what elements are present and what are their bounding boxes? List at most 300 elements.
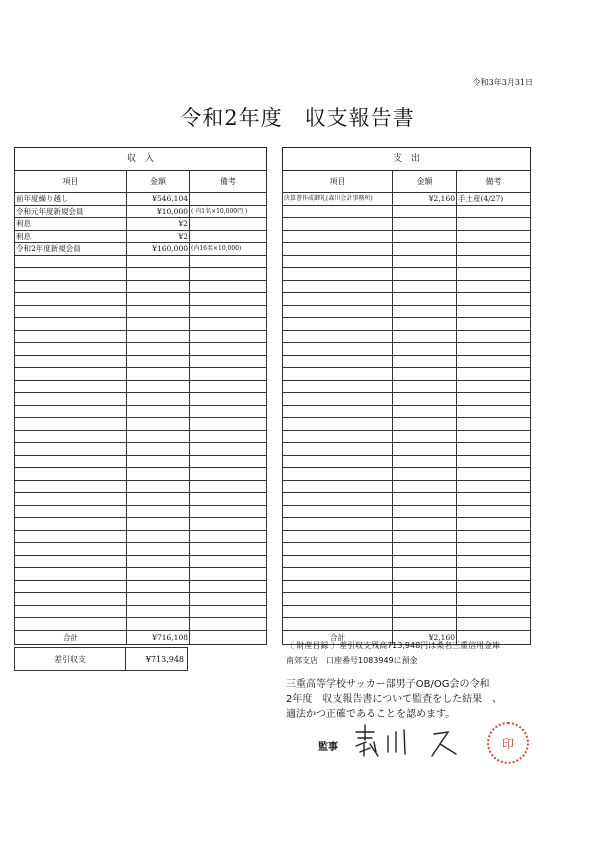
cell-remarks xyxy=(190,580,267,593)
table-row xyxy=(283,405,531,418)
cell-amount xyxy=(393,230,457,243)
cell-remarks xyxy=(190,568,267,581)
cell-item xyxy=(15,380,127,393)
cell-item xyxy=(283,493,393,506)
cell-item xyxy=(283,468,393,481)
table-row xyxy=(15,505,267,518)
cell-item xyxy=(283,568,393,581)
cell-remarks xyxy=(457,255,531,268)
cell-item xyxy=(283,405,393,418)
balance-value: ¥713,948 xyxy=(145,654,184,664)
balance-label: 差引収支 xyxy=(15,648,126,670)
section-row xyxy=(15,148,267,171)
cell-amount xyxy=(393,518,457,531)
cell-amount xyxy=(127,618,190,631)
table-row xyxy=(283,455,531,468)
cell-remarks xyxy=(457,380,531,393)
cell-amount xyxy=(393,568,457,581)
cell-item xyxy=(283,280,393,293)
table-row xyxy=(283,243,531,256)
table-row xyxy=(15,518,267,531)
cell-remarks xyxy=(190,555,267,568)
cell-amount xyxy=(127,568,190,581)
cell-item xyxy=(15,368,127,381)
cell-remarks xyxy=(190,405,267,418)
cell-amount xyxy=(127,330,190,343)
cell-remarks xyxy=(457,555,531,568)
cell-remarks xyxy=(457,268,531,281)
table-row xyxy=(15,218,267,231)
cell-amount xyxy=(127,393,190,406)
cell-amount: ¥2 xyxy=(127,230,190,243)
table-row xyxy=(15,355,267,368)
cell-amount xyxy=(393,305,457,318)
cell-amount xyxy=(393,455,457,468)
table-row xyxy=(283,205,531,218)
cell-remarks xyxy=(457,530,531,543)
cell-remarks xyxy=(457,280,531,293)
table-row xyxy=(283,618,531,631)
table-row xyxy=(283,505,531,518)
cell-item: 令和元年度新規会員 xyxy=(15,205,127,218)
cell-amount xyxy=(127,505,190,518)
cell-remarks xyxy=(457,330,531,343)
cell-amount xyxy=(127,455,190,468)
expense-table xyxy=(282,147,531,645)
cell-item xyxy=(283,368,393,381)
table-row xyxy=(283,230,531,243)
cell-remarks xyxy=(457,218,531,231)
cell-item xyxy=(283,593,393,606)
cell-item xyxy=(15,443,127,456)
cell-remarks xyxy=(457,430,531,443)
cell-item xyxy=(15,268,127,281)
table-row xyxy=(15,305,267,318)
cell-amount: ¥160,000 xyxy=(127,243,190,256)
table-row xyxy=(283,193,531,206)
table-row xyxy=(283,430,531,443)
table-row xyxy=(15,405,267,418)
cell-amount: ¥2,160 xyxy=(393,193,457,206)
table-row xyxy=(15,368,267,381)
cell-amount xyxy=(393,368,457,381)
cell-amount xyxy=(393,330,457,343)
cell-item xyxy=(15,605,127,618)
total-amount: ¥716,108 xyxy=(127,630,190,644)
table-row xyxy=(283,268,531,281)
table-row xyxy=(15,230,267,243)
table-row xyxy=(283,568,531,581)
header-item: 項目 xyxy=(15,171,127,193)
table-row xyxy=(15,393,267,406)
cell-amount xyxy=(127,543,190,556)
cell-amount xyxy=(393,430,457,443)
total-label: 合計 xyxy=(15,630,127,644)
table-row xyxy=(15,193,267,206)
cell-remarks xyxy=(457,230,531,243)
table-row xyxy=(283,293,531,306)
cell-amount xyxy=(393,380,457,393)
cell-remarks xyxy=(457,568,531,581)
cell-amount xyxy=(127,405,190,418)
cell-remarks xyxy=(190,318,267,331)
cell-remarks xyxy=(457,343,531,356)
cell-remarks xyxy=(457,605,531,618)
table-row xyxy=(283,255,531,268)
table-row xyxy=(283,468,531,481)
cell-amount xyxy=(393,318,457,331)
balance-box xyxy=(14,647,188,671)
table-row xyxy=(283,280,531,293)
table-row xyxy=(283,393,531,406)
table-row xyxy=(283,480,531,493)
cell-remarks xyxy=(457,393,531,406)
cell-remarks xyxy=(457,505,531,518)
cell-amount xyxy=(127,530,190,543)
header-amount: 金額 xyxy=(393,171,457,193)
cell-remarks xyxy=(190,393,267,406)
cell-amount xyxy=(127,380,190,393)
cell-remarks xyxy=(190,605,267,618)
cell-remarks xyxy=(190,330,267,343)
cell-amount xyxy=(393,243,457,256)
cell-item xyxy=(15,543,127,556)
cell-amount xyxy=(127,493,190,506)
cell-remarks xyxy=(190,418,267,431)
cell-amount xyxy=(393,543,457,556)
asset-note xyxy=(286,638,500,668)
cell-amount xyxy=(393,593,457,606)
cell-item xyxy=(15,480,127,493)
cell-item xyxy=(15,405,127,418)
section-row xyxy=(283,148,531,171)
cell-item xyxy=(15,430,127,443)
table-row xyxy=(15,430,267,443)
header-row xyxy=(283,171,531,193)
table-row xyxy=(15,618,267,631)
cell-item xyxy=(283,555,393,568)
cell-remarks xyxy=(190,493,267,506)
cell-remarks: ( 内1名×10,000円 ) xyxy=(190,205,267,218)
cell-remarks xyxy=(190,593,267,606)
table-row xyxy=(283,443,531,456)
cell-item xyxy=(15,455,127,468)
total-remarks xyxy=(190,630,267,644)
table-row xyxy=(15,543,267,556)
cell-remarks xyxy=(190,293,267,306)
table-row xyxy=(15,568,267,581)
cell-item xyxy=(283,543,393,556)
cell-item xyxy=(15,418,127,431)
cell-item xyxy=(283,230,393,243)
cell-remarks xyxy=(190,380,267,393)
cell-amount xyxy=(127,468,190,481)
cell-amount xyxy=(127,255,190,268)
table-row xyxy=(15,293,267,306)
table-row xyxy=(283,330,531,343)
table-row xyxy=(283,593,531,606)
table-row xyxy=(15,380,267,393)
table-row xyxy=(283,518,531,531)
cell-remarks xyxy=(457,580,531,593)
table-row xyxy=(15,530,267,543)
table-row xyxy=(15,593,267,606)
cell-remarks xyxy=(190,518,267,531)
cell-item xyxy=(15,468,127,481)
cell-item: 前年度繰り越し xyxy=(15,193,127,206)
cell-amount xyxy=(127,430,190,443)
cell-item xyxy=(283,530,393,543)
income-table xyxy=(14,147,267,645)
cell-amount xyxy=(393,480,457,493)
cell-amount xyxy=(393,618,457,631)
cell-amount xyxy=(127,305,190,318)
cell-item xyxy=(283,418,393,431)
cell-item xyxy=(283,455,393,468)
cell-remarks xyxy=(457,205,531,218)
cell-amount xyxy=(127,280,190,293)
cell-amount xyxy=(127,518,190,531)
cell-amount xyxy=(393,218,457,231)
cell-remarks xyxy=(190,305,267,318)
cell-amount xyxy=(393,605,457,618)
cell-amount xyxy=(127,318,190,331)
cell-remarks xyxy=(457,355,531,368)
cell-item xyxy=(15,568,127,581)
cell-item xyxy=(283,355,393,368)
table-row xyxy=(15,280,267,293)
cell-remarks xyxy=(457,405,531,418)
cell-amount xyxy=(393,418,457,431)
section-title: 収 入 xyxy=(15,148,267,171)
cell-remarks xyxy=(190,255,267,268)
cell-amount xyxy=(393,405,457,418)
table-row xyxy=(283,380,531,393)
table-row xyxy=(15,330,267,343)
header-amount: 金額 xyxy=(127,171,190,193)
table-row xyxy=(15,418,267,431)
cell-amount xyxy=(393,468,457,481)
cell-item xyxy=(15,580,127,593)
header-item: 項目 xyxy=(283,171,393,193)
cell-remarks xyxy=(457,543,531,556)
cell-remarks xyxy=(190,530,267,543)
audit-line: 適法かつ正確であることを認めます。 xyxy=(286,709,456,720)
cell-amount xyxy=(393,268,457,281)
cell-remarks xyxy=(457,593,531,606)
table-row xyxy=(15,455,267,468)
cell-amount xyxy=(127,368,190,381)
cell-amount xyxy=(393,255,457,268)
cell-item: 利息 xyxy=(15,230,127,243)
cell-item xyxy=(283,480,393,493)
page-title xyxy=(0,102,595,132)
cell-remarks xyxy=(457,618,531,631)
cell-amount xyxy=(393,530,457,543)
cell-amount xyxy=(393,443,457,456)
table-row xyxy=(15,580,267,593)
cell-remarks xyxy=(190,443,267,456)
cell-remarks xyxy=(190,268,267,281)
cell-amount xyxy=(127,605,190,618)
table-row xyxy=(283,605,531,618)
cell-amount xyxy=(393,280,457,293)
cell-remarks xyxy=(457,243,531,256)
cell-remarks xyxy=(457,518,531,531)
cell-remarks xyxy=(457,493,531,506)
report-date: 令和3年3月31日 xyxy=(472,78,533,87)
table-row xyxy=(283,318,531,331)
table-row xyxy=(15,605,267,618)
cell-item xyxy=(15,530,127,543)
table-row xyxy=(15,318,267,331)
table-row xyxy=(15,493,267,506)
cell-item: 利息 xyxy=(15,218,127,231)
cell-amount xyxy=(393,493,457,506)
auditor-label: 監事 xyxy=(318,742,338,753)
cell-item xyxy=(283,305,393,318)
cell-remarks xyxy=(190,618,267,631)
cell-remarks xyxy=(190,543,267,556)
cell-remarks xyxy=(457,318,531,331)
table-row xyxy=(15,205,267,218)
cell-item xyxy=(15,255,127,268)
audit-line: 三重高等学校サッカー部男子OB/OG会の令和 xyxy=(286,679,490,690)
cell-amount xyxy=(393,393,457,406)
table-row xyxy=(15,255,267,268)
cell-amount: ¥2 xyxy=(127,218,190,231)
cell-item xyxy=(15,393,127,406)
header-remarks: 備考 xyxy=(457,171,531,193)
cell-amount xyxy=(393,355,457,368)
seal-mark: 印 xyxy=(501,736,514,751)
cell-amount xyxy=(127,480,190,493)
cell-remarks xyxy=(190,480,267,493)
cell-item xyxy=(283,330,393,343)
cell-amount xyxy=(393,580,457,593)
table-row xyxy=(283,555,531,568)
cell-remarks xyxy=(457,480,531,493)
cell-item xyxy=(15,355,127,368)
cell-item xyxy=(15,518,127,531)
table-row xyxy=(283,530,531,543)
table-row xyxy=(283,218,531,231)
header-remarks: 備考 xyxy=(190,171,267,193)
cell-item xyxy=(283,580,393,593)
cell-remarks xyxy=(190,430,267,443)
cell-amount xyxy=(127,443,190,456)
cell-item xyxy=(15,293,127,306)
title-text: 収支報告書 xyxy=(304,106,415,130)
total-amount: ¥2,160 xyxy=(393,630,457,644)
note-line: 南郊支店 口座番号1083949に預金 xyxy=(286,656,418,665)
cell-remarks xyxy=(457,455,531,468)
cell-item xyxy=(283,255,393,268)
cell-remarks xyxy=(190,455,267,468)
cell-item xyxy=(283,343,393,356)
table-row xyxy=(15,480,267,493)
auditor-signature xyxy=(352,722,472,760)
cell-item xyxy=(283,268,393,281)
cell-amount xyxy=(127,343,190,356)
cell-amount xyxy=(127,418,190,431)
cell-item xyxy=(283,618,393,631)
cell-item xyxy=(15,593,127,606)
cell-remarks xyxy=(457,368,531,381)
cell-remarks xyxy=(457,293,531,306)
cell-item xyxy=(283,605,393,618)
cell-item xyxy=(15,330,127,343)
cell-remarks xyxy=(190,280,267,293)
cell-remarks xyxy=(457,468,531,481)
cell-amount: ¥546,104 xyxy=(127,193,190,206)
table-row xyxy=(15,555,267,568)
cell-amount xyxy=(127,293,190,306)
note-line: 〔 財産目録 〕差引収支残高713,948円は桑名三重信用金庫 xyxy=(286,641,501,650)
table-row xyxy=(283,543,531,556)
cell-item xyxy=(15,318,127,331)
cell-item xyxy=(283,205,393,218)
cell-remarks xyxy=(457,305,531,318)
auditor-seal xyxy=(487,722,529,764)
table-row xyxy=(15,468,267,481)
cell-amount xyxy=(393,205,457,218)
cell-item xyxy=(15,555,127,568)
cell-remarks xyxy=(190,505,267,518)
table-row xyxy=(15,243,267,256)
cell-remarks: 手土産(4/27) xyxy=(457,193,531,206)
cell-item xyxy=(283,293,393,306)
cell-remarks xyxy=(190,343,267,356)
cell-item xyxy=(15,493,127,506)
table-row xyxy=(15,443,267,456)
cell-item xyxy=(15,305,127,318)
cell-amount xyxy=(393,505,457,518)
cell-amount xyxy=(127,268,190,281)
cell-item xyxy=(15,280,127,293)
cell-item xyxy=(283,243,393,256)
title-year: 令和2年度 xyxy=(180,106,283,130)
table-row xyxy=(283,418,531,431)
header-row xyxy=(15,171,267,193)
cell-amount xyxy=(127,580,190,593)
audit-statement xyxy=(286,677,502,722)
cell-remarks: (内16名×10,000) xyxy=(190,243,267,256)
cell-amount: ¥10,000 xyxy=(127,205,190,218)
cell-amount xyxy=(393,293,457,306)
cell-item xyxy=(15,343,127,356)
table-row xyxy=(283,355,531,368)
cell-remarks xyxy=(190,193,267,206)
cell-remarks xyxy=(190,368,267,381)
cell-item xyxy=(283,218,393,231)
cell-remarks xyxy=(457,418,531,431)
cell-item xyxy=(283,443,393,456)
cell-amount xyxy=(393,343,457,356)
cell-item xyxy=(283,430,393,443)
cell-item xyxy=(283,393,393,406)
cell-item xyxy=(15,505,127,518)
table-row xyxy=(15,343,267,356)
cell-item: 決算書作成御礼(森川会計事務所) xyxy=(283,193,393,206)
table-row xyxy=(15,268,267,281)
total-row xyxy=(15,630,267,644)
cell-remarks xyxy=(190,355,267,368)
cell-remarks xyxy=(457,443,531,456)
cell-remarks xyxy=(190,218,267,231)
cell-item xyxy=(15,618,127,631)
table-row xyxy=(283,368,531,381)
